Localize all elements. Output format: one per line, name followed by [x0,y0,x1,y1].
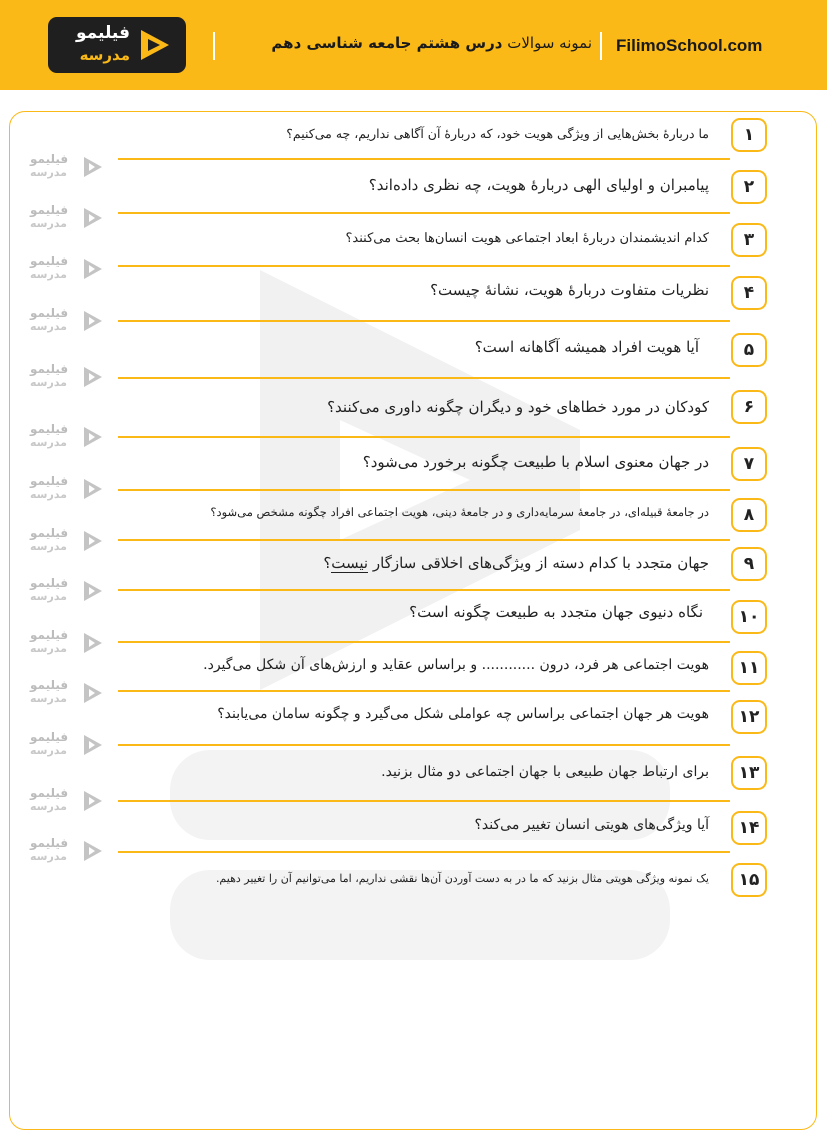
site-url[interactable]: FilimoSchool.com [616,36,763,55]
play-icon [82,206,104,230]
question-divider [118,212,730,214]
question-text: برای ارتباط جهان طبیعی با جهان اجتماعی دو مثال بزنید. [381,764,709,780]
question-text: در جامعهٔ قبیله‌ای، در جامعهٔ سرمایه‌داری و در جامعهٔ دینی، هویت اجتماعی افراد چگونه مشخص می‌شود؟ [210,505,709,519]
header-bar [0,0,827,90]
question-number: ۱ [731,118,767,152]
play-icon [82,733,104,757]
play-pencil-icon [138,27,172,63]
question-number: ۹ [731,547,767,581]
question-number: ۱۴ [731,811,767,845]
watermark-logo: فیلیمو مدرسه [30,474,110,504]
question-number: ۱۱ [731,651,767,685]
play-icon [82,579,104,603]
title-prefix: نمونه سوالات [507,34,592,52]
play-icon [82,681,104,705]
question-text: نگاه دنیوی جهان متجدد به طبیعت چگونه است؟ [409,603,703,621]
question-divider [118,320,730,322]
question-text: آیا ویژگی‌های هویتی انسان تغییر می‌کند؟ [474,817,709,833]
watermark-logo: فیلیمو مدرسه [30,678,110,708]
play-icon [82,529,104,553]
watermark-logo: فیلیمو مدرسه [30,526,110,556]
question-text: نظریات متفاوت دربارهٔ هویت، نشانهٔ چیست؟ [430,281,709,299]
page-title [236,34,592,52]
question-number: ۱۰ [731,600,767,634]
play-icon [82,631,104,655]
watermark-logo: فیلیمو مدرسه [30,306,110,336]
title-bold: درس هشتم جامعه شناسی دهم [271,34,503,52]
question-text: هویت هر جهان اجتماعی براساس چه عواملی شکل می‌گیرد و چگونه سامان می‌یابند؟ [217,706,709,722]
watermark-logo: فیلیمو مدرسه [30,203,110,233]
question-number: ۴ [731,276,767,310]
play-icon [82,839,104,863]
watermark-logo: فیلیمو مدرسه [30,786,110,816]
watermark-logo: فیلیمو مدرسه [30,628,110,658]
watermark-logo: فیلیمو مدرسه [30,730,110,760]
watermark-logo: فیلیمو مدرسه [30,836,110,866]
question-text: در جهان معنوی اسلام با طبیعت چگونه برخورد می‌شود؟ [362,453,709,471]
question-divider [118,690,730,692]
question-divider [118,589,730,591]
question-number: ۳ [731,223,767,257]
logo-text-line2: مدرسه [79,46,130,64]
play-icon [82,425,104,449]
play-icon [82,309,104,333]
question-divider [118,539,730,541]
question-number: ۸ [731,498,767,532]
question-text: هویت اجتماعی هر فرد، درون ............ و براساس عقاید و ارزش‌های آن شکل می‌گیرد. [203,657,709,673]
play-icon [82,257,104,281]
play-icon [82,155,104,179]
question-text: کودکان در مورد خطاهای خود و دیگران چگونه داوری می‌کنند؟ [327,398,709,416]
question-divider [118,851,730,853]
question-number: ۱۵ [731,863,767,897]
question-number: ۵ [731,333,767,367]
play-icon [82,789,104,813]
question-text: کدام اندیشمندان دربارهٔ ابعاد اجتماعی هویت انسان‌ها بحث می‌کنند؟ [345,231,709,246]
question-divider [118,641,730,643]
brand-logo[interactable] [48,17,186,73]
question-divider [118,744,730,746]
underlined-word: نیست [331,554,369,572]
play-icon [82,477,104,501]
header-separator [600,32,602,60]
question-number: ۲ [731,170,767,204]
question-text: آیا هویت افراد همیشه آگاهانه است؟ [474,338,699,356]
question-number: ۷ [731,447,767,481]
watermark-logo: فیلیمو مدرسه [30,576,110,606]
watermark-logo: فیلیمو مدرسه [30,152,110,182]
question-text: ما دربارهٔ بخش‌هایی از ویژگی هویت خود، که دربارهٔ آن آگاهی نداریم، چه می‌کنیم؟ [286,126,709,141]
watermark-logo: فیلیمو مدرسه [30,362,110,392]
question-number: ۱۲ [731,700,767,734]
question-number: ۶ [731,390,767,424]
logo-text-line1: فیلیمو [75,23,130,43]
header-separator [213,32,215,60]
watermark-logo: فیلیمو مدرسه [30,422,110,452]
question-number: ۱۳ [731,756,767,790]
watermark-logo: فیلیمو مدرسه [30,254,110,284]
question-divider [118,800,730,802]
question-divider [118,158,730,160]
question-text: جهان متجدد با کدام دسته از ویژگی‌های اخلاقی سازگار نیست؟ [323,554,709,572]
play-icon [82,365,104,389]
question-divider [118,489,730,491]
question-text: یک نمونه ویژگی هویتی مثال بزنید که ما در به دست آوردن آن‌ها نقشی نداریم، اما می‌توانیم آن را تغییر دهیم. [215,872,709,885]
question-divider [118,436,730,438]
question-divider [118,265,730,267]
question-text: پیامبران و اولیای الهی دربارهٔ هویت، چه نظری داده‌اند؟ [368,176,709,194]
question-divider [118,377,730,379]
